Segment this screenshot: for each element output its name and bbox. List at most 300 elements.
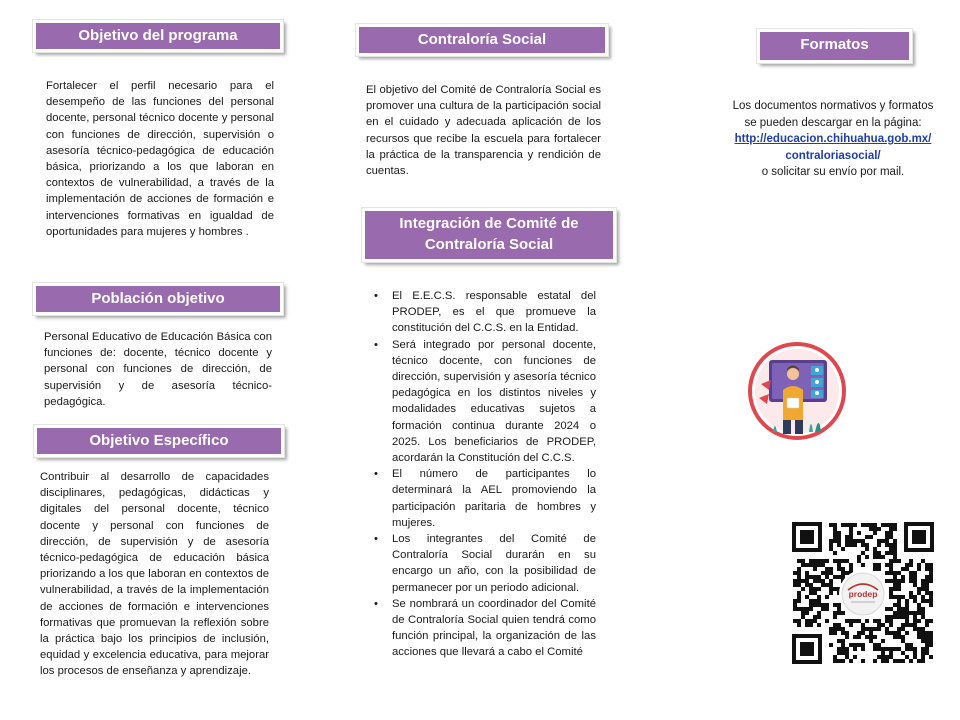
- qr-module: [909, 563, 913, 567]
- qr-module: [873, 647, 877, 651]
- qr-module: [849, 531, 853, 535]
- qr-module: [901, 567, 905, 571]
- qr-module: [917, 607, 921, 611]
- qr-module: [929, 619, 933, 623]
- qr-module: [873, 643, 877, 647]
- qr-module: [917, 659, 921, 663]
- qr-module: [885, 627, 889, 631]
- qr-module: [877, 539, 881, 543]
- qr-module: [809, 559, 813, 563]
- qr-module: [821, 583, 825, 587]
- qr-module: [905, 655, 909, 659]
- qr-module: [817, 595, 821, 599]
- qr-module: [901, 651, 905, 655]
- qr-module: [881, 539, 885, 543]
- qr-module: [849, 567, 853, 571]
- qr-module: [857, 619, 861, 623]
- qr-module: [849, 643, 853, 647]
- qr-module: [817, 599, 821, 603]
- qr-module: [797, 583, 801, 587]
- qr-module: [845, 631, 849, 635]
- list-item: • Se nombrará un coordinador del Comité de Contraloría Social quien tendrá como función principal, la organización de las acciones que llevará a cabo el Comité: [372, 596, 596, 661]
- qr-module: [905, 599, 909, 603]
- qr-module: [817, 587, 821, 591]
- qr-module: [877, 655, 881, 659]
- qr-module: [885, 659, 889, 663]
- prodep-logo-text: prodep: [848, 589, 878, 599]
- qr-module: [877, 563, 881, 567]
- qr-module: [905, 603, 909, 607]
- qr-module: [897, 595, 901, 599]
- qr-module: [897, 627, 901, 631]
- qr-module: [841, 611, 845, 615]
- qr-module: [813, 559, 817, 563]
- qr-module: [861, 563, 865, 567]
- qr-module: [841, 575, 845, 579]
- qr-module: [821, 571, 825, 575]
- qr-module: [801, 579, 805, 583]
- qr-module: [893, 571, 897, 575]
- qr-module: [793, 571, 797, 575]
- qr-module: [917, 631, 921, 635]
- qr-module: [897, 647, 901, 651]
- integracion-title-line2: Contraloría Social: [424, 236, 554, 253]
- qr-module: [809, 603, 813, 607]
- qr-module: [837, 563, 841, 567]
- qr-module: [897, 611, 901, 615]
- qr-module: [885, 563, 889, 567]
- qr-module: [917, 587, 921, 591]
- qr-finder-bottom-left: [792, 634, 822, 664]
- qr-module: [853, 523, 857, 527]
- qr-module: [901, 659, 905, 663]
- qr-module: [833, 523, 837, 527]
- qr-module: [805, 595, 809, 599]
- qr-module: [913, 647, 917, 651]
- qr-module: [913, 575, 917, 579]
- qr-module: [917, 563, 921, 567]
- qr-module: [841, 643, 845, 647]
- qr-module: [873, 527, 877, 531]
- qr-module: [901, 627, 905, 631]
- qr-module: [901, 579, 905, 583]
- qr-module: [909, 623, 913, 627]
- qr-module: [877, 623, 881, 627]
- qr-module: [861, 627, 865, 631]
- qr-module: [909, 643, 913, 647]
- qr-module: [869, 639, 873, 643]
- qr-module: [901, 639, 905, 643]
- qr-module: [901, 575, 905, 579]
- qr-module: [893, 547, 897, 551]
- qr-module: [905, 607, 909, 611]
- qr-module: [909, 591, 913, 595]
- qr-module: [889, 527, 893, 531]
- qr-module: [833, 559, 837, 563]
- qr-module: [809, 623, 813, 627]
- qr-module: [921, 587, 925, 591]
- qr-module: [877, 619, 881, 623]
- qr-module: [853, 643, 857, 647]
- qr-module: [845, 539, 849, 543]
- qr-module: [885, 531, 889, 535]
- qr-module: [929, 595, 933, 599]
- qr-module: [909, 575, 913, 579]
- qr-module: [833, 615, 837, 619]
- qr-module: [837, 639, 841, 643]
- qr-module: [905, 647, 909, 651]
- qr-module: [813, 563, 817, 567]
- qr-module: [845, 655, 849, 659]
- qr-module: [897, 607, 901, 611]
- qr-module: [913, 623, 917, 627]
- qr-module: [813, 619, 817, 623]
- qr-module: [801, 615, 805, 619]
- qr-module: [837, 539, 841, 543]
- qr-module: [893, 659, 897, 663]
- formatos-header: [757, 29, 912, 63]
- integracion-header: [362, 208, 616, 262]
- qr-module: [857, 631, 861, 635]
- qr-module: [917, 619, 921, 623]
- qr-module: [889, 615, 893, 619]
- qr-module: [913, 571, 917, 575]
- qr-module: [825, 595, 829, 599]
- qr-module: [881, 523, 885, 527]
- qr-module: [857, 539, 861, 543]
- qr-module: [929, 603, 933, 607]
- qr-module: [829, 579, 833, 583]
- qr-module: [849, 539, 853, 543]
- qr-module: [841, 631, 845, 635]
- qr-module: [821, 603, 825, 607]
- qr-module: [909, 647, 913, 651]
- qr-module: [829, 591, 833, 595]
- qr-module: [893, 615, 897, 619]
- qr-module: [837, 611, 841, 615]
- qr-module: [853, 635, 857, 639]
- qr-module: [797, 575, 801, 579]
- qr-module: [793, 583, 797, 587]
- qr-module: [829, 643, 833, 647]
- qr-module: [829, 567, 833, 571]
- qr-module: [797, 559, 801, 563]
- qr-module: [909, 611, 913, 615]
- qr-module: [861, 631, 865, 635]
- qr-module: [921, 655, 925, 659]
- qr-module: [885, 647, 889, 651]
- qr-module: [869, 631, 873, 635]
- qr-module: [925, 623, 929, 627]
- qr-module: [861, 647, 865, 651]
- qr-module: [865, 635, 869, 639]
- qr-module: [873, 619, 877, 623]
- prodep-logo: [839, 570, 887, 618]
- qr-module: [893, 647, 897, 651]
- qr-module: [829, 631, 833, 635]
- qr-module: [845, 619, 849, 623]
- qr-module: [801, 607, 805, 611]
- qr-module: [837, 627, 841, 631]
- qr-module: [921, 599, 925, 603]
- qr-module: [873, 659, 877, 663]
- qr-module: [901, 623, 905, 627]
- qr-module: [885, 631, 889, 635]
- qr-module: [833, 531, 837, 535]
- qr-module: [901, 595, 905, 599]
- qr-module: [889, 551, 893, 555]
- qr-module: [837, 651, 841, 655]
- qr-module: [893, 575, 897, 579]
- qr-module: [889, 647, 893, 651]
- qr-module: [921, 615, 925, 619]
- qr-module: [897, 631, 901, 635]
- qr-module: [837, 567, 841, 571]
- qr-code: [790, 520, 936, 666]
- qr-module: [793, 579, 797, 583]
- qr-module: [873, 531, 877, 535]
- qr-module: [805, 575, 809, 579]
- qr-module: [849, 623, 853, 627]
- qr-module: [825, 559, 829, 563]
- qr-module: [885, 551, 889, 555]
- objetivo-programa-title: Objetivo del programa: [78, 27, 238, 44]
- qr-module: [813, 591, 817, 595]
- formatos-link-continuation[interactable]: contraloriasocial/: [785, 149, 881, 162]
- qr-module: [893, 587, 897, 591]
- qr-module: [929, 631, 933, 635]
- qr-module: [905, 631, 909, 635]
- qr-module: [889, 531, 893, 535]
- qr-module: [793, 607, 797, 611]
- qr-module: [813, 603, 817, 607]
- qr-module: [853, 543, 857, 547]
- qr-module: [925, 591, 929, 595]
- qr-module: [817, 603, 821, 607]
- list-item: • Será integrado por personal docente, técnico docente, con funciones de dirección, supervisión y asesoría técnico pedagógica en los distintos niveles y modalidades educativas sujetos a formación continua durante 2024 o 2025. Los beneficiarios de PRODEP, acordarán la Constitución del C.C.S.: [372, 337, 596, 467]
- qr-module: [889, 559, 893, 563]
- qr-module: [861, 623, 865, 627]
- qr-module: [841, 547, 845, 551]
- qr-module: [897, 603, 901, 607]
- qr-module: [849, 619, 853, 623]
- qr-module: [829, 571, 833, 575]
- qr-module: [925, 583, 929, 587]
- qr-module: [837, 543, 841, 547]
- qr-module: [853, 539, 857, 543]
- qr-module: [925, 619, 929, 623]
- qr-module: [897, 635, 901, 639]
- qr-module: [877, 643, 881, 647]
- qr-module: [821, 559, 825, 563]
- qr-module: [797, 595, 801, 599]
- qr-module: [897, 659, 901, 663]
- qr-module: [849, 659, 853, 663]
- qr-module: [801, 611, 805, 615]
- qr-module: [877, 647, 881, 651]
- qr-module: [885, 607, 889, 611]
- qr-module: [865, 627, 869, 631]
- qr-module: [797, 619, 801, 623]
- qr-module: [817, 559, 821, 563]
- qr-module: [817, 575, 821, 579]
- qr-module: [893, 527, 897, 531]
- qr-module: [917, 611, 921, 615]
- qr-module: [845, 635, 849, 639]
- qr-module: [793, 603, 797, 607]
- qr-module: [849, 527, 853, 531]
- qr-finder-top-left: [792, 522, 822, 552]
- qr-module: [885, 579, 889, 583]
- qr-module: [873, 635, 877, 639]
- formatos-body: [728, 98, 938, 181]
- qr-module: [873, 551, 877, 555]
- qr-module: [917, 591, 921, 595]
- qr-module: [913, 595, 917, 599]
- qr-module: [865, 535, 869, 539]
- qr-module: [857, 643, 861, 647]
- qr-module: [833, 623, 837, 627]
- formatos-line1: Los documentos normativos y formatos: [732, 100, 934, 112]
- qr-module: [857, 635, 861, 639]
- qr-module: [837, 575, 841, 579]
- qr-module: [909, 571, 913, 575]
- qr-module: [833, 655, 837, 659]
- objetivo-especifico-body: Contribuir al desarrollo de capacidades disciplinares, pedagógicas, didácticas y digitales del personal docente, técnico docente y personal con funciones de dirección, de supervisión y de asesoría técnico-pedagógica de educación básica priorizando a los que laboran en contextos de vulnerabilidad, a través de la implementación de acciones de formación e intervenciones formativas que promuevan la reflexión sobre la práctica bajo los principios de inclusión, equidad y excelencia educativa, para mejorar los procesos de enseñanza y aprendizaje.: [40, 471, 269, 678]
- qr-module: [809, 619, 813, 623]
- objetivo-programa-header: [33, 20, 283, 52]
- qr-module: [849, 563, 853, 567]
- qr-module: [841, 571, 845, 575]
- qr-module: [817, 623, 821, 627]
- qr-module: [837, 531, 841, 535]
- qr-module: [813, 567, 817, 571]
- qr-module: [905, 619, 909, 623]
- qr-module: [861, 659, 865, 663]
- qr-module: [845, 647, 849, 651]
- qr-module: [921, 659, 925, 663]
- qr-module: [905, 563, 909, 567]
- qr-module: [917, 627, 921, 631]
- qr-module: [797, 623, 801, 627]
- qr-module: [813, 587, 817, 591]
- qr-module: [837, 607, 841, 611]
- list-item: • El E.E.C.S. responsable estatal del PRODEP, es el que promueve la constitución del C.C.S. en la Entidad.: [372, 288, 596, 337]
- qr-module: [901, 607, 905, 611]
- qr-module: [821, 563, 825, 567]
- qr-module: [889, 523, 893, 527]
- qr-module: [881, 555, 885, 559]
- qr-module: [897, 599, 901, 603]
- qr-module: [885, 535, 889, 539]
- qr-module: [849, 523, 853, 527]
- qr-module: [929, 563, 933, 567]
- qr-module: [885, 571, 889, 575]
- qr-module: [913, 599, 917, 603]
- qr-module: [825, 603, 829, 607]
- qr-module: [813, 579, 817, 583]
- qr-module: [881, 623, 885, 627]
- qr-module: [829, 547, 833, 551]
- qr-module: [893, 523, 897, 527]
- qr-module: [877, 527, 881, 531]
- qr-module: [829, 627, 833, 631]
- qr-module: [877, 555, 881, 559]
- contraloria-social-header: [356, 24, 608, 56]
- qr-module: [825, 607, 829, 611]
- list-item: • Los integrantes del Comité de Contraloría Social durarán en su encargo un año, con la posibilidad de permanecer por un periodo adicional.: [372, 531, 596, 596]
- qr-module: [881, 655, 885, 659]
- qr-module: [889, 651, 893, 655]
- qr-module: [833, 659, 837, 663]
- qr-module: [877, 551, 881, 555]
- qr-module: [797, 567, 801, 571]
- qr-module: [885, 619, 889, 623]
- qr-module: [909, 579, 913, 583]
- qr-module: [861, 643, 865, 647]
- qr-module: [909, 659, 913, 663]
- qr-module: [801, 587, 805, 591]
- qr-module: [921, 583, 925, 587]
- qr-module: [833, 575, 837, 579]
- qr-module: [873, 627, 877, 631]
- qr-module: [793, 599, 797, 603]
- qr-module: [925, 563, 929, 567]
- qr-module: [921, 627, 925, 631]
- qr-module: [901, 615, 905, 619]
- qr-module: [805, 619, 809, 623]
- qr-module: [893, 555, 897, 559]
- qr-module: [833, 627, 837, 631]
- qr-module: [861, 523, 865, 527]
- qr-module: [809, 607, 813, 611]
- qr-module: [921, 559, 925, 563]
- qr-module: [897, 615, 901, 619]
- qr-module: [845, 559, 849, 563]
- objetivo-especifico-header: [34, 425, 284, 457]
- qr-module: [793, 619, 797, 623]
- qr-module: [913, 615, 917, 619]
- qr-module: [921, 595, 925, 599]
- qr-module: [841, 523, 845, 527]
- qr-module: [873, 523, 877, 527]
- qr-module: [873, 555, 877, 559]
- qr-module: [841, 559, 845, 563]
- qr-module: [801, 559, 805, 563]
- qr-module: [893, 595, 897, 599]
- qr-module: [905, 611, 909, 615]
- qr-module: [881, 647, 885, 651]
- qr-module: [833, 631, 837, 635]
- qr-module: [797, 599, 801, 603]
- qr-module: [893, 551, 897, 555]
- qr-module: [857, 559, 861, 563]
- qr-module: [861, 539, 865, 543]
- qr-module: [829, 539, 833, 543]
- qr-module: [869, 535, 873, 539]
- qr-module: [889, 547, 893, 551]
- qr-module: [857, 531, 861, 535]
- qr-module: [893, 579, 897, 583]
- qr-module: [881, 639, 885, 643]
- qr-module: [925, 643, 929, 647]
- qr-module: [929, 635, 933, 639]
- formatos-link[interactable]: http://educacion.chihuahua.gob.mx/: [734, 133, 932, 145]
- contraloria-social-title: Contraloría Social: [417, 31, 547, 48]
- qr-module: [929, 579, 933, 583]
- integracion-title-line1: Integración de Comité de: [399, 215, 579, 232]
- qr-module: [853, 655, 857, 659]
